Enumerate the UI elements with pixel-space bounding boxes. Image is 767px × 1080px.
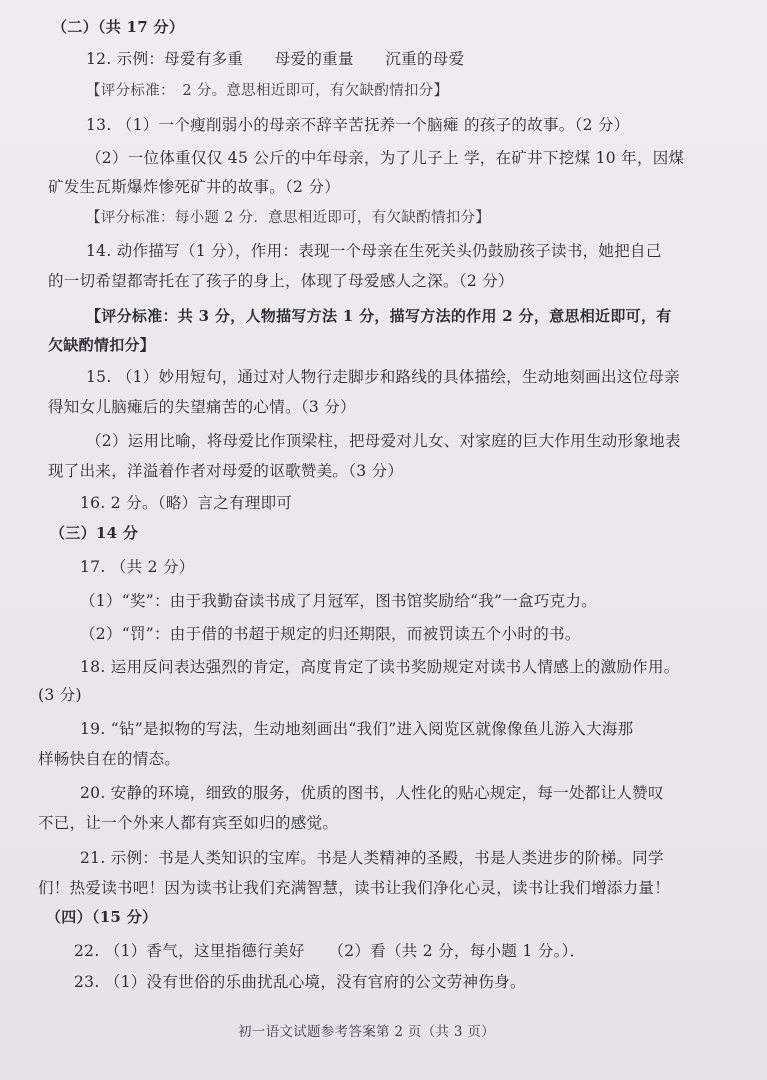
answer-15-2-line1: （2）运用比喻，将母爱比作顶梁柱，把母爱对儿女、对家庭的巨大作用生动形象地表	[86, 432, 681, 450]
scoring-standard-14-line1: 【评分标准：共 3 分，人物描写方法 1 分，描写方法的作用 2 分，意思相近即可，有	[86, 307, 672, 325]
answer-20-line2: 不已，让一个外来人都有宾至如归的感觉。	[38, 814, 339, 832]
answer-15-1-line1: 15. （1）妙用短句，通过对人物行走脚步和路线的具体描绘，生动地刻画出这位母亲	[86, 368, 680, 386]
answer-22: 22. （1）香气，这里指德行美好 （2）看（共 2 分，每小题 1 分。）．	[74, 942, 586, 960]
answer-13-2-line1: （2）一位体重仅仅 45 公斤的中年母亲，为了儿子上 学，在矿井下挖煤 10 年，因煤	[86, 149, 685, 167]
answer-12: 12. 示例：母爱有多重 母爱的重量 沉重的母爱	[86, 50, 465, 68]
scoring-standard-12: 【评分标准： 2 分。意思相近即可，有欠缺酌情扣分】	[86, 83, 449, 99]
answer-16: 16. 2 分。（略）言之有理即可	[80, 494, 293, 512]
answer-19-line2: 样畅快自在的情态。	[38, 750, 181, 768]
answer-14-line1: 14. 动作描写（1 分），作用：表现一个母亲在生死关头仍鼓励孩子读书，她把自己	[86, 242, 662, 260]
answer-13-2-line2: 矿发生瓦斯爆炸惨死矿井的故事。（2 分）	[48, 178, 341, 196]
scoring-standard-13: 【评分标准：每小题 2 分．意思相近即可，有欠缺酌情扣分】	[86, 210, 491, 226]
answer-17-1: （1）“奖”：由于我勤奋读书成了月冠军，图书馆奖励给“我”一盒巧克力。	[80, 592, 598, 610]
section-3-heading: （三）14 分	[50, 524, 139, 542]
answer-15-2-line2: 现了出来，洋溢着作者对母爱的讴歌赞美。（3 分）	[48, 462, 404, 480]
answer-23: 23. （1）没有世俗的乐曲扰乱心境，没有官府的公文劳神伤身。	[74, 973, 526, 991]
answer-14-line2: 的一切希望都寄托在了孩子的身上，体现了母爱感人之深。（2 分）	[48, 272, 514, 290]
answer-18-line2: (3 分)	[38, 686, 82, 704]
answer-17: 17. （共 2 分）	[80, 558, 195, 576]
page-footer: 初一语文试题参考答案第 2 页（共 3 页）	[238, 1024, 495, 1040]
answer-21-line1: 21. 示例：书是人类知识的宝库。书是人类精神的圣殿，书是人类进步的阶梯。同学	[80, 849, 664, 867]
section-4-heading: （四）（15 分）	[46, 908, 158, 926]
answer-20-line1: 20. 安静的环境，细致的服务，优质的图书，人性化的贴心规定，每一处都让人赞叹	[80, 784, 664, 802]
answer-19-line1: 19. “钻”是拟物的写法，生动地刻画出“我们”进入阅览区就像像鱼儿游入大海那	[80, 720, 634, 738]
answer-15-1-line2: 得知女儿脑瘫后的失望痛苦的心情。（3 分）	[48, 398, 356, 416]
answer-13-1: 13. （1）一个瘦削弱小的母亲不辞辛苦抚养一个脑瘫 的孩子的故事。（2 分）	[86, 116, 630, 134]
answer-21-line2: 们！热爱读书吧！因为读书让我们充满智慧，读书让我们净化心灵，读书让我们增添力量！	[38, 879, 671, 897]
answer-18-line1: 18. 运用反问表达强烈的肯定，高度肯定了读书奖励规定对读书人情感上的激励作用。	[80, 658, 680, 676]
section-2-heading: （二）（共 17 分）	[52, 18, 185, 36]
scoring-standard-14-line2: 欠缺酌情扣分】	[48, 336, 156, 354]
answer-17-2: （2）“罚”：由于借的书超于规定的归还期限，而被罚读五个小时的书。	[80, 625, 581, 643]
